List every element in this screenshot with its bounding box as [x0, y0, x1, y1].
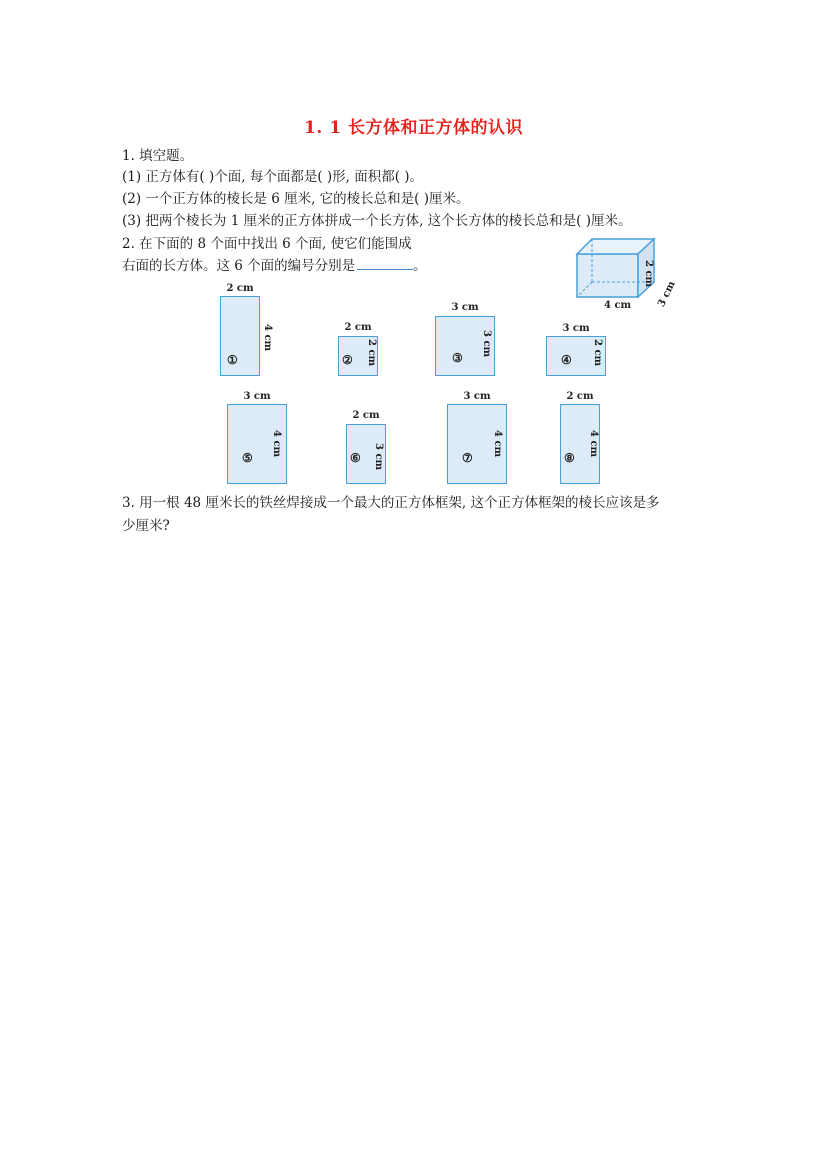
face-5-side-label: 4 cm	[271, 430, 282, 458]
face-6-side-label: 3 cm	[373, 443, 384, 471]
face-1-number: ①	[227, 353, 238, 367]
face-2-number: ②	[342, 353, 353, 367]
q2-line-2	[122, 257, 427, 275]
q2-line-2-end: 。	[413, 258, 427, 274]
face-7-top-label: 3 cm	[463, 391, 491, 402]
face-5-top-label: 3 cm	[243, 391, 271, 402]
face-4-number: ④	[561, 353, 572, 367]
face-8-side-label: 4 cm	[588, 430, 599, 458]
q3-line-1: 3. 用一根 48 厘米长的铁丝焊接成一个最大的正方体框架, 这个正方体框架的棱长应该是多	[122, 495, 660, 511]
face-3-number: ③	[452, 351, 463, 365]
face-2-side-label: 2 cm	[366, 339, 377, 367]
page-title: 1. 1 长方体和正方体的认识	[304, 118, 523, 138]
face-7-side-label: 4 cm	[492, 430, 503, 458]
face-5-number: ⑤	[242, 451, 253, 465]
face-1-top-label: 2 cm	[226, 283, 254, 294]
q2-line-1: 2. 在下面的 8 个面中找出 6 个面, 使它们能围成	[122, 236, 412, 252]
cuboid-figure	[572, 234, 672, 304]
q1-item-3: (3) 把两个棱长为 1 厘米的正方体拼成一个长方体, 这个长方体的棱长总和是( )厘米。	[122, 213, 632, 229]
q3-line-2: 少厘米?	[122, 518, 170, 534]
face-6-top-label: 2 cm	[352, 410, 380, 421]
face-3-side-label: 3 cm	[481, 330, 492, 358]
face-8-top-label: 2 cm	[566, 391, 594, 402]
cuboid-width-label: 3 cm	[656, 279, 678, 309]
q2-line-2-text: 右面的长方体。这 6 个面的编号分别是	[122, 258, 356, 274]
q1-item-1: (1) 正方体有( )个面, 每个面都是( )形, 面积都( )。	[122, 169, 424, 185]
cuboid-length-label: 4 cm	[604, 300, 632, 311]
face-4-side-label: 2 cm	[592, 339, 603, 367]
answer-blank	[357, 257, 413, 270]
face-3-top-label: 3 cm	[451, 302, 479, 313]
q1-heading: 1. 填空题。	[122, 148, 194, 164]
q1-item-2: (2) 一个正方体的棱长是 6 厘米, 它的棱长总和是( )厘米。	[122, 191, 470, 207]
face-1	[220, 296, 260, 376]
face-8-number: ⑧	[564, 451, 575, 465]
face-6-number: ⑥	[350, 451, 361, 465]
face-1-side-label: 4 cm	[262, 324, 273, 352]
cuboid-height-label: 2 cm	[643, 260, 654, 288]
face-4-top-label: 3 cm	[562, 323, 590, 334]
face-7-number: ⑦	[462, 451, 473, 465]
face-2-top-label: 2 cm	[344, 322, 372, 333]
